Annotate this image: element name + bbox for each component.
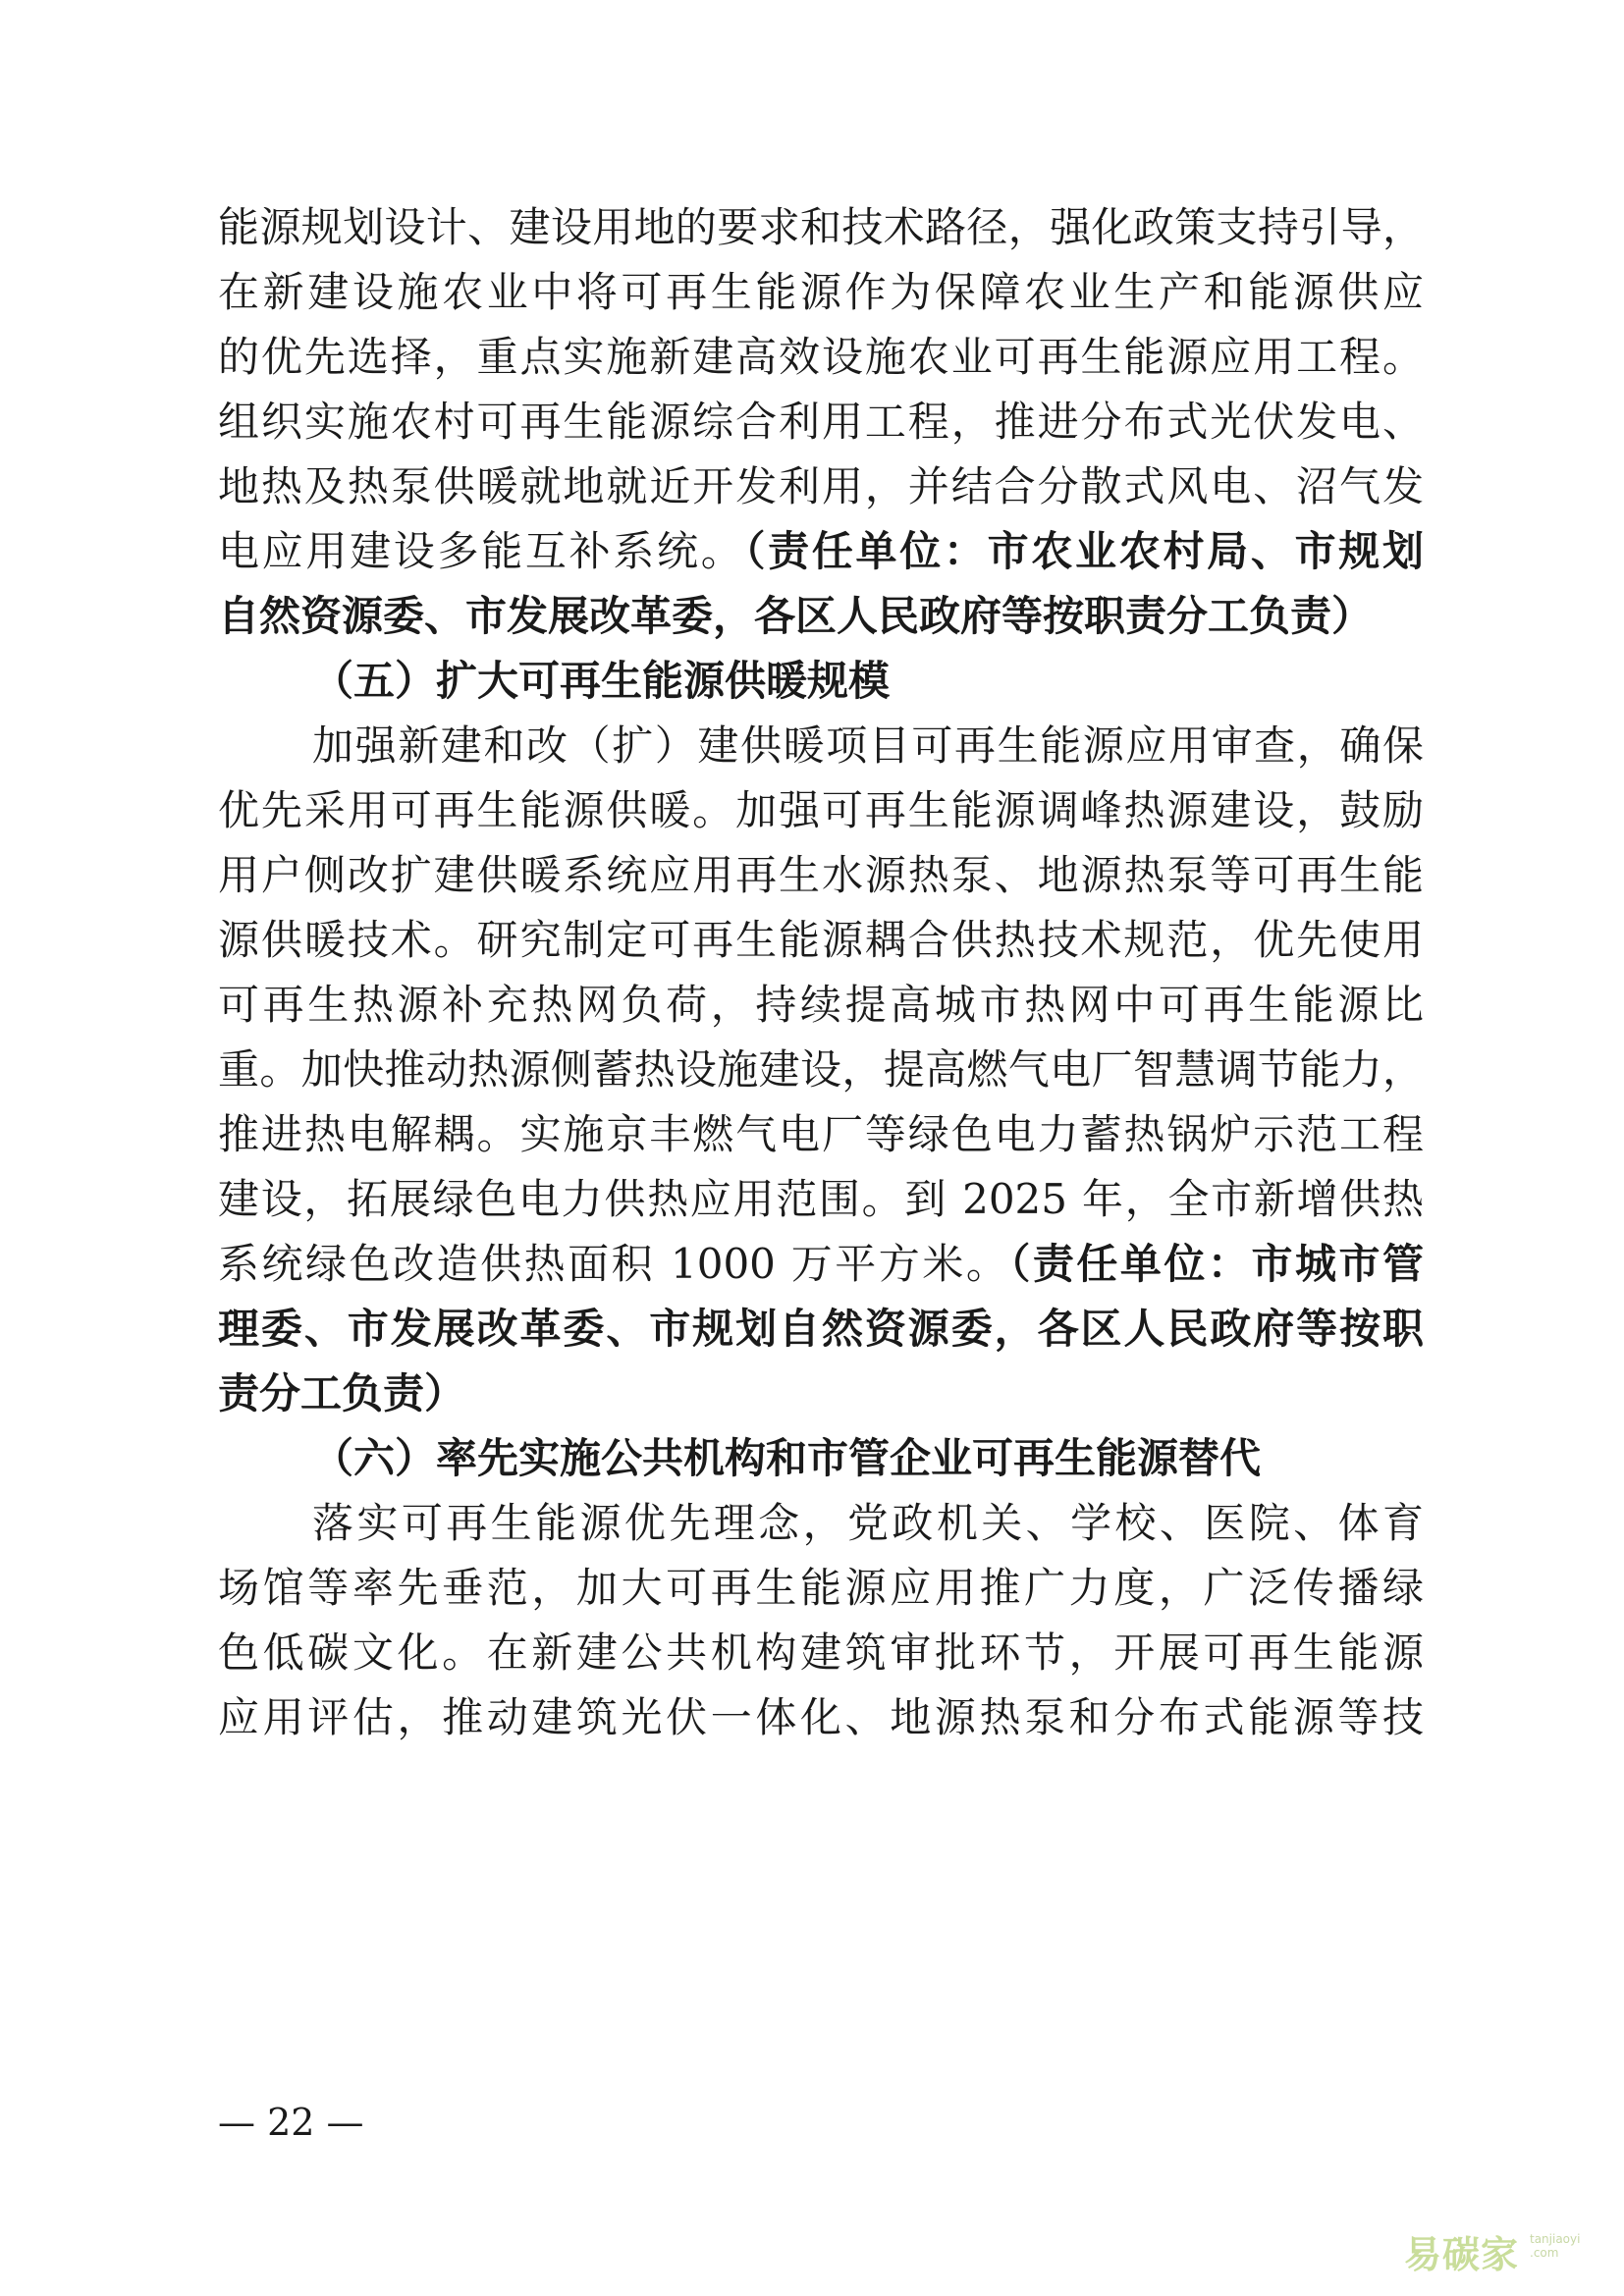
body-line-5: 地热及热泵供暖就地就近开发利用，并结合分散式风电、沼气发 [218,462,1424,510]
body-line-24: 场馆等率先垂范，加大可再生能源应用推广力度，广泛传播绿 [218,1564,1424,1612]
page-number: — 22 — [218,2101,364,2144]
watermark-subtext [1530,2232,1580,2260]
body-line-9: 加强新建和改（扩）建供暖项目可再生能源应用审查，确保 [312,721,1424,770]
responsibility-line: 自然资源委、市发展改革委，各区人民政府等按职责分工负责） [218,592,1374,640]
body-line-4: 组织实施农村可再生能源综合利用工程，推进分布式光伏发电、 [218,398,1424,446]
watermark-text: 易碳家 [1404,2233,1520,2276]
watermark-logo [1404,2220,1600,2279]
body-line-12: 源供暖技术。研究制定可再生能源耦合供热技术规范，优先使用 [218,916,1424,964]
responsibility-note: （责任单位：市农业农村局、市规划 [744,527,1424,575]
section-heading-6: （六）率先实施公共机构和市管企业可再生能源替代 [312,1434,1262,1482]
body-line-6 [218,519,1424,584]
body-line-16: 建设，拓展绿色电力供热应用范围。到 2025 年，全市新增供热 [218,1175,1424,1223]
body-line-23: 落实可再生能源优先理念，党政机关、学校、医院、体育 [312,1499,1424,1547]
watermark-tld: .com [1530,2246,1559,2260]
responsibility-line: 理委、市发展改革委、市规划自然资源委，各区人民政府等按职 [218,1305,1424,1353]
body-line-11: 用户侧改扩建供暖系统应用再生水源热泵、地源热泵等可再生能 [218,851,1424,899]
section-heading-5: （五）扩大可再生能源供暖规模 [312,657,891,705]
body-line-1: 能源规划设计、建设用地的要求和技术路径，强化政策支持引导， [218,203,1424,251]
body-line-15: 推进热电解耦。实施京丰燃气电厂等绿色电力蓄热锅炉示范工程 [218,1110,1424,1158]
responsibility-line-end: 责分工负责） [218,1369,466,1417]
body-text-segment: 电应用建设多能互补系统。 [218,527,745,575]
responsibility-note: （责任单位：市城市管 [1009,1240,1424,1288]
body-line-26: 应用评估，推动建筑光伏一体化、地源热泵和分布式能源等技 [218,1693,1424,1741]
body-line-2: 在新建设施农业中将可再生能源作为保障农业生产和能源供应 [218,268,1424,316]
body-line-17 [218,1232,1424,1297]
body-line-13: 可再生热源补充热网负荷，持续提高城市热网中可再生能源比 [218,981,1424,1029]
body-line-14: 重。加快推动热源侧蓄热设施建设，提高燃气电厂智慧调节能力， [218,1045,1424,1094]
body-text-segment: 系统绿色改造供热面积 1000 万平方米。 [218,1240,1010,1288]
body-line-3: 的优先选择，重点实施新建高效设施农业可再生能源应用工程。 [218,333,1424,381]
body-line-10: 优先采用可再生能源供暖。加强可再生能源调峰热源建设，鼓励 [218,786,1424,834]
body-line-25: 色低碳文化。在新建公共机构建筑审批环节，开展可再生能源 [218,1629,1424,1677]
watermark-domain: tanjiaoyi [1530,2232,1581,2246]
